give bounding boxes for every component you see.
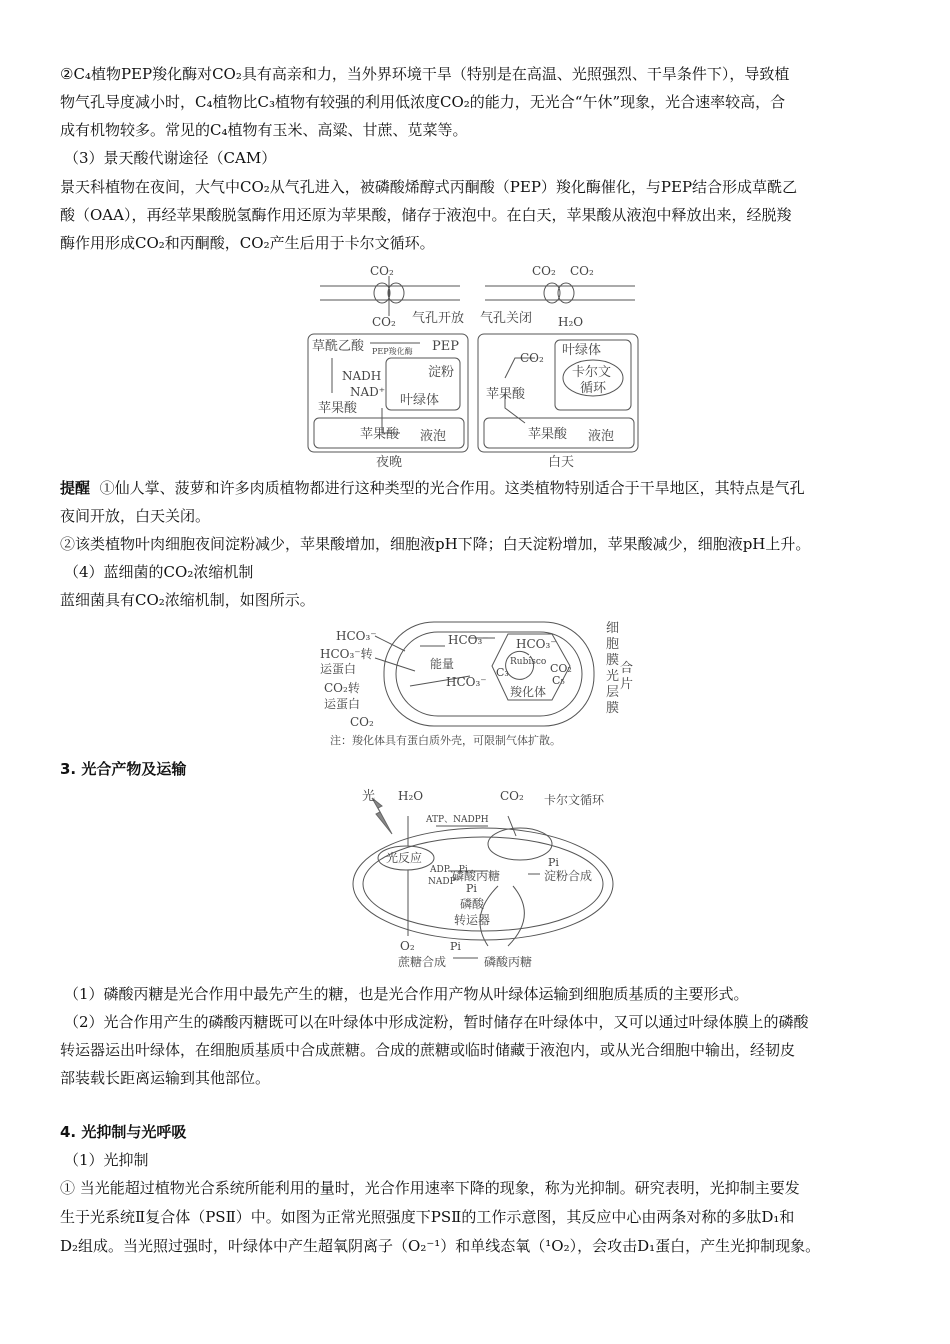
sec3-atp: ATP、NADPH bbox=[426, 815, 489, 825]
cyano-lamella-1: 光 bbox=[606, 669, 620, 684]
sec4-sub: （1）光抑制 bbox=[64, 1151, 149, 1169]
sec3-p2-c: 部装载长距离运输到其他部位。 bbox=[60, 1069, 271, 1087]
cyano-c3: C₃ bbox=[496, 666, 509, 679]
cyano-lamella-2: 合 bbox=[620, 661, 634, 676]
cyano-co2-transport-1: CO₂转 bbox=[324, 681, 360, 695]
c4-line-2: 物气孔导度减小时，C₄植物比C₃植物有较强的利用低浓度CO₂的能力，无光合“午休”现象，光合速率较高，合 bbox=[60, 93, 786, 111]
cam-starch: 淀粉 bbox=[428, 365, 455, 380]
sec3-starch-syn: 淀粉合成 bbox=[544, 869, 593, 883]
sec3-pi-sucrose: Pi bbox=[450, 940, 461, 953]
cyano-lamella-5: 膜 bbox=[606, 701, 620, 716]
cyano-carboxysome: 羧化体 bbox=[510, 685, 547, 699]
cyano-note: 注：羧化体具有蛋白质外壳，可限制气体扩散。 bbox=[330, 734, 561, 747]
sec4-line-3: D₂组成。当光照过强时，叶绿体中产生超氧阴离子（O₂⁻¹）和单线态氧（¹O₂），会攻击D₁蛋白，产生光抑制现象。 bbox=[60, 1237, 821, 1255]
cam-day-label: 白天 bbox=[548, 455, 575, 470]
cam-night-chloroplast: 叶绿体 bbox=[400, 393, 440, 408]
cam-nadh: NADH bbox=[342, 369, 382, 383]
cam-calvin-2: 循环 bbox=[580, 381, 607, 396]
sec3-g3p-chloro: 磷酸丙糖 bbox=[452, 869, 501, 883]
sec3-calvin: 卡尔文循环 bbox=[544, 793, 605, 807]
sec3-transporter-1: 磷酸 bbox=[460, 897, 485, 911]
sec4-line-2: 生于光系统Ⅱ复合体（PSⅡ）中。如图为正常光照强度下PSⅡ的工作示意图，其反应中心由两条对称的多肽D₁和 bbox=[60, 1208, 795, 1226]
cyano-hco3-transport-1: HCO₃⁻转 bbox=[320, 647, 373, 661]
tip-text-1: ①仙人掌、菠萝和许多肉质植物都进行这种类型的光合作用。这类植物特别适合于干旱地区，其特点是气孔 bbox=[99, 479, 805, 497]
cam-calvin-1: 卡尔文 bbox=[572, 365, 612, 380]
cyano-membrane-2: 胞 bbox=[606, 637, 620, 652]
cam-day-chloroplast: 叶绿体 bbox=[562, 343, 602, 358]
sec3-light-reaction: 光反应 bbox=[386, 851, 423, 865]
cam-night-co2: CO₂ bbox=[370, 264, 394, 278]
tip-line-3: ②该类植物叶肉细胞夜间淀粉减少，苹果酸增加，细胞液pH下降；白天淀粉增加，苹果酸减少，细胞液pH上升。 bbox=[60, 535, 811, 553]
cyano-co2-out: CO₂ bbox=[350, 715, 374, 729]
cyano-hco3-carbox: HCO₃⁻ bbox=[516, 637, 557, 651]
cam-night-label: 夜晚 bbox=[376, 455, 403, 470]
cam-h2o: H₂O bbox=[558, 315, 584, 329]
sec3-pi-transport: Pi bbox=[466, 882, 477, 895]
cyano-lamella-4: 层 bbox=[606, 685, 620, 700]
cyano-hco3-transport-2: 运蛋白 bbox=[320, 662, 357, 676]
cam-stomata-open: 气孔开放 bbox=[412, 311, 465, 326]
cyano-c5: C₅ bbox=[552, 674, 565, 687]
cam-day-co2-b: CO₂ bbox=[570, 264, 594, 278]
sec3-sucrose-syn: 蔗糖合成 bbox=[398, 955, 447, 969]
cam-oaa: 草酰乙酸 bbox=[312, 339, 365, 354]
cam-line-3: 酶作用形成CO₂和丙酮酸，CO₂产生后用于卡尔文循环。 bbox=[60, 234, 435, 252]
cam-nad: NAD⁺ bbox=[350, 385, 386, 399]
sec3-h2o: H₂O bbox=[398, 789, 424, 803]
sec3-p2-b: 转运器运出叶绿体，在细胞质基质中合成蔗糖。合成的蔗糖或临时储藏于液泡内，或从光合细胞中输出，经韧皮 bbox=[60, 1041, 796, 1059]
cam-day-vacuole: 液泡 bbox=[588, 429, 615, 444]
tip-line-2: 夜间开放，白天关闭。 bbox=[60, 507, 211, 525]
tip-label: 提醒 bbox=[60, 479, 91, 497]
cam-day-co2-a: CO₂ bbox=[532, 264, 556, 278]
cam-heading: （3）景天酸代谢途径（CAM） bbox=[64, 149, 277, 167]
sec3-co2: CO₂ bbox=[500, 789, 524, 803]
cyano-membrane-1: 细 bbox=[606, 621, 620, 636]
sec3-adp: ADP、Pi bbox=[430, 865, 468, 875]
cam-night-malate: 苹果酸 bbox=[318, 401, 358, 416]
cyano-hco3-cyto: HCO₃⁻ bbox=[446, 675, 487, 689]
cam-day-co2-inner: CO₂ bbox=[520, 351, 544, 365]
cam-line-2: 酸（OAA），再经苹果酸脱氢酶作用还原为苹果酸，储存于液泡中。在白天，苹果酸从液泡中释放出来，经脱羧 bbox=[60, 206, 792, 224]
cam-day-malate: 苹果酸 bbox=[486, 387, 526, 402]
cam-night-co2-in: CO₂ bbox=[372, 315, 396, 329]
sec3-diagram bbox=[348, 786, 618, 976]
cam-diagram bbox=[300, 258, 650, 470]
cam-line-1: 景天科植物在夜间，大气中CO₂从气孔进入，被磷酸烯醇式丙酮酸（PEP）羧化酶催化，与PEP结合形成草酰乙 bbox=[60, 178, 798, 196]
c4-line-3: 成有机物较多。常见的C₄植物有玉米、高粱、甘蔗、苋菜等。 bbox=[60, 121, 468, 139]
cyano-heading: （4）蓝细菌的CO₂浓缩机制 bbox=[64, 563, 254, 581]
cam-night-malate-vacuole: 苹果酸 bbox=[360, 427, 400, 442]
cyano-hco3-inner: HCO₃⁻ bbox=[448, 633, 489, 647]
cyano-co2-transport-2: 运蛋白 bbox=[324, 697, 361, 711]
sec4-line-1: ① 当光能超过植物光合系统所能利用的量时，光合作用速率下降的现象，称为光抑制。研究表明，光抑制主要发 bbox=[60, 1179, 800, 1197]
cam-day-malate-vacuole: 苹果酸 bbox=[528, 427, 568, 442]
sec3-p2-a: （2）光合作用产生的磷酸丙糖既可以在叶绿体中形成淀粉，暂时储存在叶绿体中，又可以通过叶绿体膜上的磷酸 bbox=[64, 1013, 809, 1031]
sec4-heading: 4. 光抑制与光呼吸 bbox=[60, 1123, 187, 1141]
cyano-line-1: 蓝细菌具有CO₂浓缩机制，如图所示。 bbox=[60, 591, 315, 609]
cyano-hco3-out: HCO₃⁻ bbox=[336, 629, 377, 643]
sec3-transporter-2: 转运器 bbox=[454, 913, 491, 927]
cyano-lamella-3: 片 bbox=[620, 677, 634, 692]
sec3-light: 光 bbox=[362, 789, 376, 804]
sec3-o2: O₂ bbox=[400, 939, 415, 953]
cyano-diagram bbox=[320, 616, 650, 752]
cam-night-vacuole: 液泡 bbox=[420, 429, 447, 444]
sec3-pi-starch: Pi bbox=[548, 856, 559, 869]
cyano-energy: 能量 bbox=[430, 657, 455, 671]
sec3-g3p-cyto: 磷酸丙糖 bbox=[484, 955, 533, 969]
sec3-nadp: NADP⁺ bbox=[428, 877, 461, 887]
c4-line-1: ②C₄植物PEP羧化酶对CO₂具有高亲和力，当外界环境干旱（特别是在高温、光照强烈、干旱条件下），导致植 bbox=[60, 65, 790, 83]
cam-pep: PEP bbox=[432, 339, 459, 354]
sec3-p1: （1）磷酸丙糖是光合作用中最先产生的糖，也是光合作用产物从叶绿体运输到细胞质基质的主要形式。 bbox=[64, 985, 749, 1003]
cyano-membrane-3: 膜 bbox=[606, 653, 620, 668]
cyano-rubisco: Rubisco bbox=[510, 657, 547, 667]
sec3-heading: 3. 光合产物及运输 bbox=[60, 760, 187, 778]
cyano-co2-carbox: CO₂ bbox=[550, 662, 572, 675]
cam-pep-enzyme: PEP羧化酶 bbox=[372, 347, 413, 356]
tip-line-1 bbox=[60, 474, 900, 502]
cam-stomata-closed: 气孔关闭 bbox=[480, 311, 533, 326]
